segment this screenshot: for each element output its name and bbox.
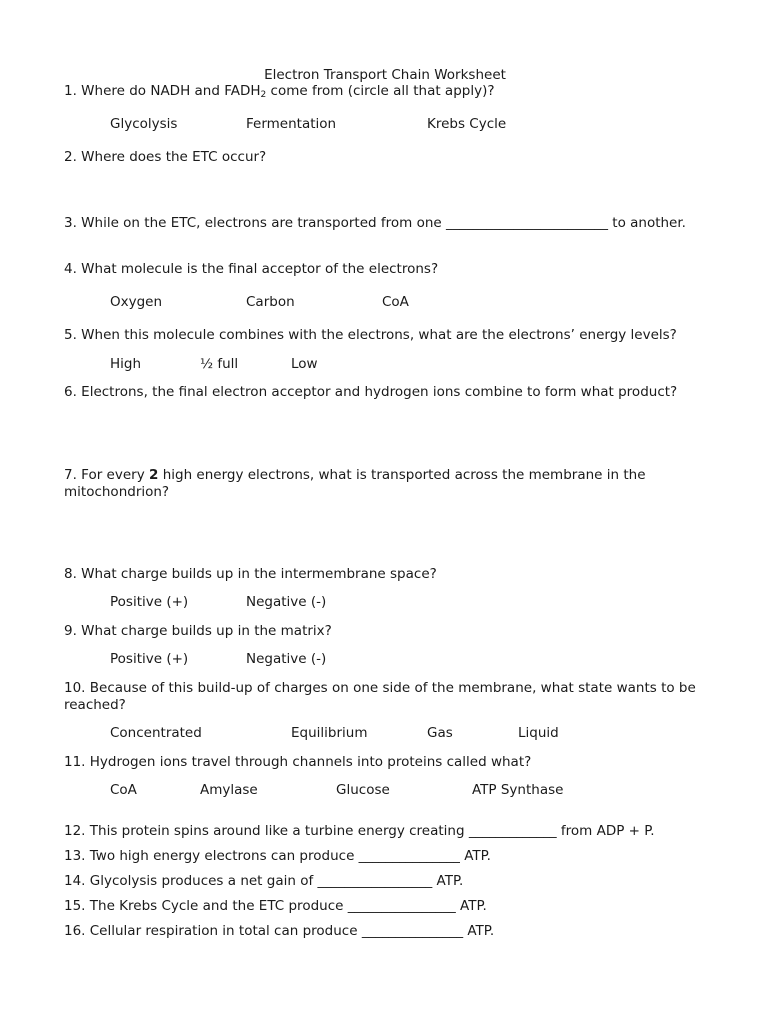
question-1-text-end: come from (circle all that apply)? [266,83,495,99]
question-12: 12. This protein spins around like a turbine energy creating _____________ from ADP + P. [64,823,655,839]
q5-option-half-full: ½ full [200,356,239,372]
q10-option-equilibrium: Equilibrium [291,725,368,741]
q11-option-glucose: Glucose [336,782,390,798]
question-3: 3. While on the ETC, electrons are transported from one ________________________ to another. [64,215,686,231]
q11-option-amylase: Amylase [200,782,258,798]
worksheet-title: Electron Transport Chain Worksheet [264,67,506,83]
q1-option-glycolysis: Glycolysis [110,116,178,132]
question-9: 9. What charge builds up in the matrix? [64,623,332,639]
question-7 [64,467,704,501]
q4-option-oxygen: Oxygen [110,294,163,310]
question-16: 16. Cellular respiration in total can produce _______________ ATP. [64,923,495,939]
question-13: 13. Two high energy electrons can produce _______________ ATP. [64,848,491,864]
question-11: 11. Hydrogen ions travel through channels into proteins called what? [64,754,532,770]
q8-option-negative: Negative (-) [246,594,327,610]
q9-option-negative: Negative (-) [246,651,327,667]
q8-option-positive: Positive (+) [110,594,189,610]
question-7-text-end: high energy electrons, what is transported across the membrane in the mitochondrion? [64,467,646,500]
question-1 [64,83,704,100]
question-8: 8. What charge builds up in the intermembrane space? [64,566,437,582]
question-1-text: 1. Where do NADH and FADH [64,83,261,99]
q10-option-liquid: Liquid [518,725,559,741]
q10-option-concentrated: Concentrated [110,725,202,741]
q5-option-low: Low [291,356,318,372]
q11-option-coa: CoA [110,782,137,798]
q1-option-fermentation: Fermentation [246,116,337,132]
question-6: 6. Electrons, the final electron acceptor and hydrogen ions combine to form what product? [64,384,678,400]
question-5: 5. When this molecule combines with the electrons, what are the electrons’ energy levels? [64,327,677,343]
question-10: 10. Because of this build-up of charges on one side of the membrane, what state wants to be reached? [64,680,696,713]
q11-option-atp-synthase: ATP Synthase [472,782,564,798]
question-14: 14. Glycolysis produces a net gain of _________________ ATP. [64,873,464,889]
q10-option-gas: Gas [427,725,453,741]
q1-option-krebs-cycle: Krebs Cycle [427,116,507,132]
question-7-text: 7. For every [64,467,149,483]
question-15: 15. The Krebs Cycle and the ETC produce ________________ ATP. [64,898,487,914]
question-2: 2. Where does the ETC occur? [64,149,267,165]
question-7-bold-number: 2 [149,467,159,483]
question-4: 4. What molecule is the final acceptor of the electrons? [64,261,439,277]
subscript-2: 2 [260,90,267,100]
q4-option-carbon: Carbon [246,294,295,310]
q5-option-high: High [110,356,142,372]
q9-option-positive: Positive (+) [110,651,189,667]
q4-option-coa: CoA [382,294,409,310]
